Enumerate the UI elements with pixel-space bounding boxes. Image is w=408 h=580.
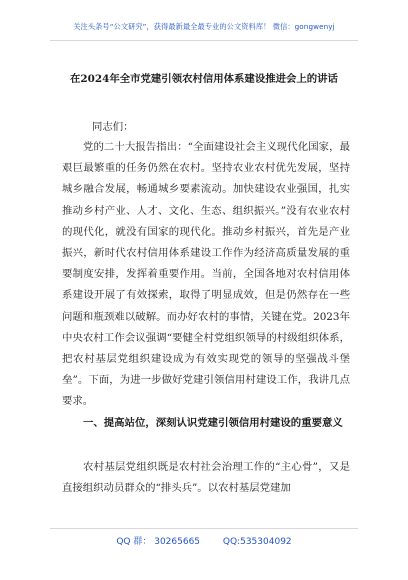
footer-qq-group: QQ 群： 30265665 bbox=[116, 537, 201, 547]
body-paragraph-2: 农村基层党组织既是农村社会治理工作的“主心骨”，又是直接组织动员群众的“排头兵”。以农村基层党建加 bbox=[62, 461, 350, 495]
salutation: 同志们： bbox=[92, 121, 134, 133]
footer-divider bbox=[50, 528, 358, 529]
header-banner: 关注头条号“公文研究”，获得最新最全最专业的公文资料库！ 微信：gongwenyj bbox=[73, 22, 335, 31]
header-divider bbox=[50, 40, 358, 41]
footer bbox=[0, 534, 408, 547]
footer-qq-number: QQ:535304092 bbox=[222, 537, 292, 547]
body-paragraph-1: 党的二十大报告指出：“全面建设社会主义现代化国家，最艰巨最繁重的任务仍然在农村。坚持农业农村优先发展，坚持城乡融合发展，畅通城乡要素流动。加快建设农业强国，扎实推动乡村产业、人才、文化、生态、组织振兴。”没有农业农村的现代化，就没有国家的现代化。推动乡村振兴，首先是产业振兴，新时代农村信用体系建设工作作为经济高质量发展的重要制度安排，发挥着重要作用。当前，全国各地对农村信用体系建设开展了有效探索，取得了明显成效，但是仍然存在一些问题和瓶颈难以破解。而办好农村的事情，关键在党。2023年中央农村工作会议强调“要健全村党组织领导的村级组织体系，把农村基层党组织建设成为有效实现党的领导的坚强战斗堡垒”。下面，为进一步做好党建引领信用村建设工作，我讲几点要求。 bbox=[62, 141, 350, 408]
section-heading-1: 一、提高站位，深刻认识党建引领信用村建设的重要意义 bbox=[83, 417, 343, 429]
document-title: 在2024年全市党建引领农村信用体系建设推进会上的讲话 bbox=[70, 73, 338, 85]
